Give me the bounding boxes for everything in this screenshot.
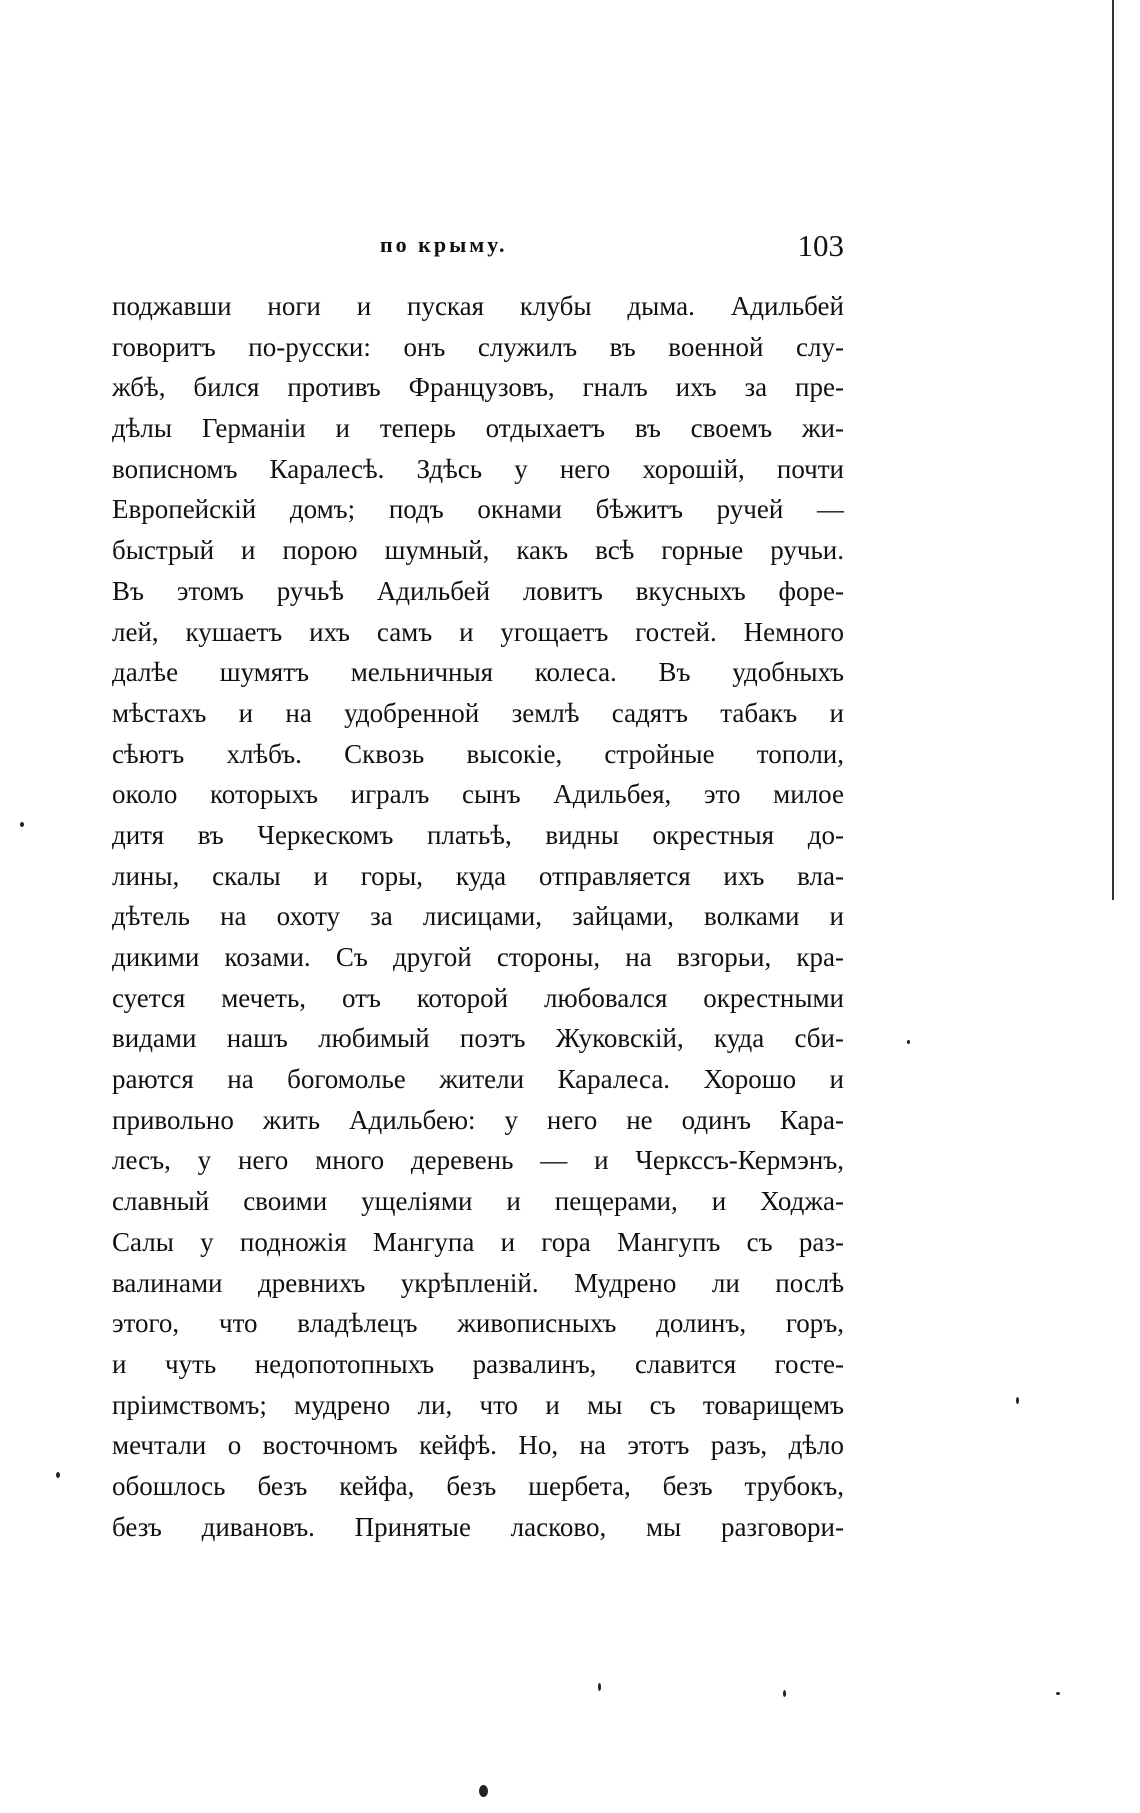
- text-line: вописномъ Каралесѣ. Здѣсь у него хорошій, почти: [112, 453, 844, 484]
- text-line: дитя въ Черкескомъ платьѣ, видны окрестныя до-: [112, 819, 844, 850]
- text-line: около которыхъ игралъ сынъ Адильбея, это милое: [112, 779, 844, 810]
- text-line: лей, кушаетъ ихъ самъ и угощаетъ гостей. Немного: [112, 616, 844, 647]
- scan-speck: [1056, 1692, 1060, 1695]
- page-number: 103: [797, 228, 844, 263]
- scan-speck: [1016, 1397, 1019, 1404]
- text-line: суется мечеть, отъ которой любовался окрестными: [112, 982, 844, 1013]
- text-line: поджавши ноги и пуская клубы дыма. Адильбей: [112, 291, 844, 321]
- text-line: обошлось безъ кейфа, безъ шербета, безъ трубокъ,: [112, 1470, 844, 1501]
- scan-speck: [598, 1683, 601, 1691]
- text-line: лесъ, у него много деревень — и Черкссъ-Кермэнъ,: [112, 1145, 844, 1176]
- text-line: лины, скалы и горы, куда отправляется ихъ вла-: [112, 860, 844, 891]
- text-line: валинами древнихъ укрѣпленій. Мудрено ли послѣ: [112, 1267, 844, 1298]
- body-text: [112, 286, 844, 1547]
- text-line: раются на богомолье жители Каралеса. Хорошо и: [112, 1064, 844, 1095]
- text-line: далѣе шумятъ мельничныя колеса. Въ удобныхъ: [112, 657, 844, 688]
- scan-edge-line: [1112, 0, 1114, 900]
- text-line: и чуть недопотопныхъ развалинъ, славится госте-: [112, 1348, 844, 1379]
- text-line: жбѣ, бился противъ Французовъ, гналъ ихъ за пре-: [112, 372, 844, 403]
- text-line: Въ этомъ ручьѣ Адильбей ловитъ вкусныхъ форе-: [112, 575, 844, 606]
- page-header: [112, 228, 844, 268]
- scan-speck: [783, 1690, 786, 1697]
- scan-speck: [56, 1472, 60, 1478]
- text-line: сѣютъ хлѣбъ. Сквозь высокіе, стройные тополи,: [112, 738, 844, 769]
- text-line: Салы у подножія Мангупа и гора Мангупъ съ раз-: [112, 1226, 844, 1257]
- text-line: дѣлы Германіи и теперь отдыхаетъ въ своемъ жи-: [112, 413, 844, 444]
- text-line: говоритъ по-русски: онъ служилъ въ военной слу-: [112, 331, 844, 362]
- scan-speck: [20, 822, 24, 827]
- scan-speck: [479, 1785, 488, 1797]
- text-line: мечтали о восточномъ кейфѣ. Но, на этотъ разъ, дѣло: [112, 1430, 844, 1461]
- text-line: дикими козами. Съ другой стороны, на взгорьи, кра-: [112, 942, 844, 972]
- scan-speck: [907, 1040, 910, 1044]
- text-line: мѣстахъ и на удобренной землѣ садятъ табакъ и: [112, 697, 844, 728]
- text-line: дѣтель на охоту за лисицами, зайцами, волками и: [112, 901, 844, 932]
- text-line: привольно жить Адильбею: у него не одинъ Кара-: [112, 1104, 844, 1135]
- running-head: по крыму.: [380, 232, 508, 257]
- text-line: безъ дивановъ. Принятые ласково, мы разговори-: [112, 1511, 844, 1542]
- text-line: славный своими ущеліями и пещерами, и Ходжа-: [112, 1186, 844, 1217]
- text-line: пріимствомъ; мудрено ли, что и мы съ товарищемъ: [112, 1389, 844, 1420]
- text-line: Европейскій домъ; подъ окнами бѣжитъ ручей —: [112, 494, 844, 525]
- text-line: быстрый и порою шумный, какъ всѣ горные ручьи.: [112, 535, 844, 566]
- text-line: этого, что владѣлецъ живописныхъ долинъ, горъ,: [112, 1308, 844, 1339]
- text-line: видами нашъ любимый поэтъ Жуковскій, куда сби-: [112, 1023, 844, 1054]
